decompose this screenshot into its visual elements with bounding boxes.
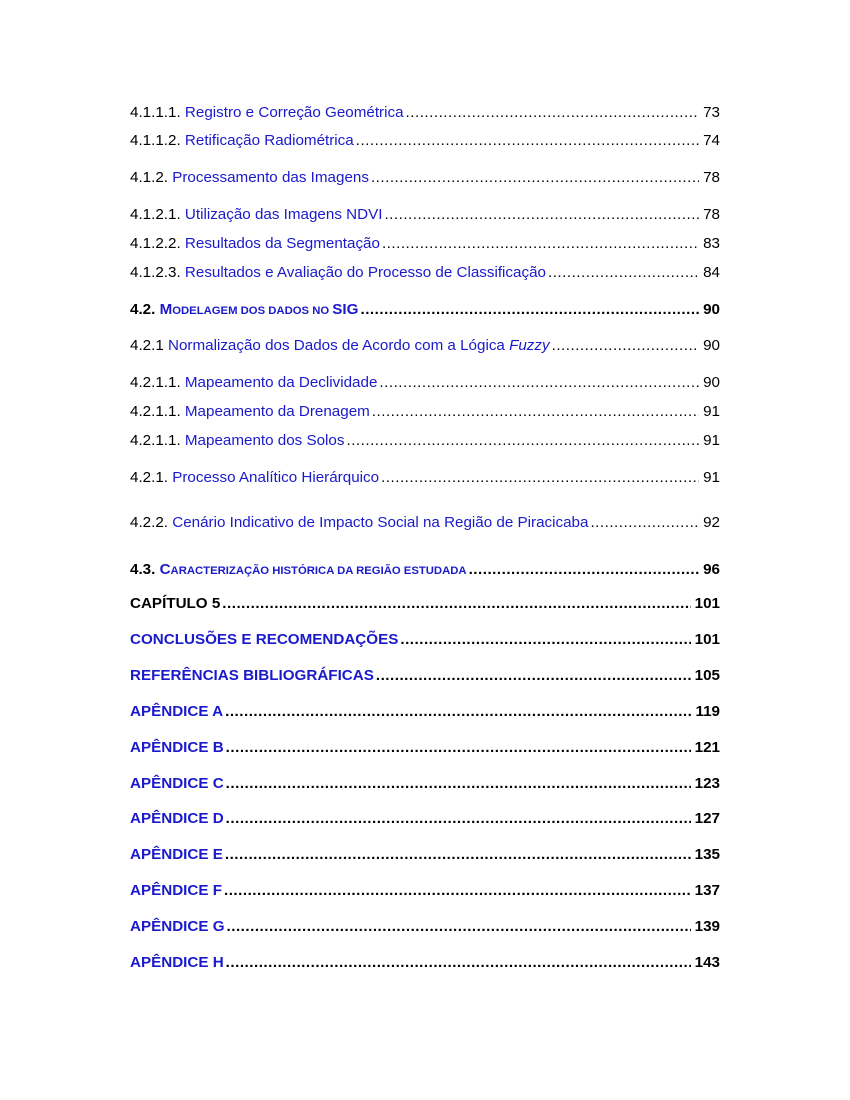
toc-entry-title[interactable] — [168, 336, 550, 356]
toc-entry-page: 90 — [703, 374, 720, 391]
toc-entry-appendix[interactable] — [130, 881, 720, 901]
toc-entry-title[interactable]: APÊNDICE A — [130, 703, 224, 720]
toc-entry-page: 127 — [694, 810, 720, 827]
toc-entry-number: 4.2.1 — [130, 337, 164, 354]
toc-entry[interactable] — [130, 168, 720, 188]
toc-leader-dots — [226, 774, 691, 794]
toc-leader-dots — [225, 845, 691, 865]
toc-entry-title[interactable]: REFERÊNCIAS BIBLIOGRÁFICAS — [130, 667, 374, 684]
toc-entry-page: 92 — [703, 514, 720, 531]
toc-leader-dots — [226, 738, 691, 758]
toc-entry-title[interactable]: Registro e Correção Geométrica — [184, 104, 404, 121]
toc-entry[interactable] — [130, 336, 720, 356]
toc-entry-page: 119 — [695, 703, 720, 720]
toc-leader-dots — [226, 809, 691, 829]
toc-entry-page: 143 — [694, 954, 720, 971]
toc-entry-page: 78 — [703, 206, 720, 223]
toc-entry-appendix[interactable] — [130, 738, 720, 758]
toc-entry-title[interactable]: Resultados e Avaliação do Processo de Classificação — [184, 264, 546, 281]
toc-entry-chapter[interactable] — [130, 666, 720, 686]
toc-leader-dots — [372, 402, 699, 422]
toc-entry[interactable] — [130, 263, 720, 283]
toc-entry-title[interactable]: APÊNDICE F — [130, 882, 222, 899]
toc-entry-number: 4.2. — [130, 301, 156, 318]
toc-entry-number: 4.2.1.1. — [130, 374, 181, 391]
toc-entry-page: 73 — [703, 104, 720, 121]
toc-entry-title[interactable]: APÊNDICE B — [130, 739, 224, 756]
toc-entry-page: 83 — [703, 235, 720, 252]
toc-entry-number: 4.1.2.3. — [130, 264, 181, 281]
toc-entry-page: 139 — [694, 918, 720, 935]
toc-entry[interactable] — [130, 103, 720, 123]
toc-entry-appendix[interactable] — [130, 845, 720, 865]
toc-entry-number: 4.2.1.1. — [130, 403, 181, 420]
toc-leader-dots — [548, 263, 699, 283]
toc-entry[interactable] — [130, 468, 720, 488]
toc-entry-title[interactable]: Mapeamento da Drenagem — [184, 403, 370, 420]
toc-leader-dots — [356, 131, 699, 151]
toc-leader-dots — [406, 103, 700, 123]
toc-entry-number: 4.2.2. — [130, 514, 168, 531]
toc-entry[interactable] — [130, 131, 720, 151]
toc-leader-dots — [360, 300, 699, 320]
toc-entry-title[interactable]: Mapeamento da Declividade — [184, 374, 378, 391]
title-tail: SIG — [332, 301, 359, 318]
toc-entry-section[interactable] — [130, 300, 720, 320]
toc-entry-title[interactable]: APÊNDICE G — [130, 918, 225, 935]
toc-entry[interactable] — [130, 234, 720, 254]
title-rest: ODELAGEM DOS DADOS NO — [172, 305, 333, 317]
toc-entry-title[interactable]: APÊNDICE E — [130, 846, 223, 863]
toc-leader-dots — [376, 666, 691, 686]
toc-entry-appendix[interactable] — [130, 702, 720, 722]
toc-entry[interactable] — [130, 513, 720, 533]
toc-leader-dots — [371, 168, 699, 188]
toc-entry-appendix[interactable] — [130, 953, 720, 973]
toc-leader-dots — [222, 594, 690, 614]
toc-entry-page: 121 — [694, 739, 720, 756]
toc-entry-appendix[interactable] — [130, 774, 720, 794]
toc-entry-page: 84 — [703, 264, 720, 281]
toc-entry[interactable] — [130, 431, 720, 451]
toc-leader-dots — [224, 881, 691, 901]
toc-entry-page: 137 — [694, 882, 720, 899]
toc-entry-page: 123 — [694, 775, 720, 792]
toc-entry-number: 4.2.1. — [130, 469, 168, 486]
toc-leader-dots — [226, 953, 691, 973]
toc-entry-title[interactable]: Processo Analítico Hierárquico — [172, 469, 380, 486]
toc-entry-page: 78 — [703, 169, 720, 186]
toc-entry-title[interactable]: Retificação Radiométrica — [184, 132, 354, 149]
toc-leader-dots — [381, 468, 699, 488]
toc-leader-dots — [225, 702, 691, 722]
toc-entry-page: 96 — [703, 561, 720, 578]
toc-entry-page: 90 — [703, 337, 720, 354]
toc-entry-page: 105 — [694, 667, 720, 684]
toc-leader-dots — [382, 234, 699, 254]
toc-entry-page: 90 — [703, 301, 720, 318]
toc-entry-title[interactable]: Processamento das Imagens — [172, 169, 369, 186]
toc-entry-number: 4.1.2.1. — [130, 206, 181, 223]
toc-entry-title[interactable]: Utilização das Imagens NDVI — [184, 206, 383, 223]
toc-leader-dots — [590, 513, 699, 533]
title-initial: C — [159, 561, 171, 578]
title-text: Normalização dos Dados de Acordo com a Lógica — [168, 337, 510, 354]
toc-entry[interactable] — [130, 402, 720, 422]
title-initial: M — [159, 301, 173, 318]
toc-entry-number: 4.2.1.1. — [130, 432, 181, 449]
toc-entry-appendix[interactable] — [130, 809, 720, 829]
toc-entry-page: 91 — [703, 403, 720, 420]
toc-leader-dots — [227, 917, 691, 937]
toc-leader-dots — [400, 630, 690, 650]
title-rest: ARACTERIZAÇÃO HISTÓRICA DA REGIÃO ESTUDADA — [170, 565, 467, 577]
toc-entry-page: 101 — [694, 631, 720, 648]
toc-entry-page: 91 — [703, 432, 720, 449]
toc-entry-number: 4.1.2. — [130, 169, 168, 186]
toc-entry[interactable] — [130, 205, 720, 225]
toc-entry-title[interactable] — [160, 300, 359, 321]
toc-entry-title[interactable]: CAPÍTULO 5 — [130, 595, 221, 612]
toc-entry-number: 4.1.1.2. — [130, 132, 181, 149]
title-italic: Fuzzy — [509, 337, 550, 354]
toc-entry-title[interactable]: APÊNDICE C — [130, 775, 224, 792]
toc-entry-title[interactable] — [160, 560, 467, 581]
toc-entry-title[interactable]: Resultados da Segmentação — [184, 235, 380, 252]
toc-entry-appendix[interactable] — [130, 917, 720, 937]
toc-entry-title[interactable]: APÊNDICE D — [130, 810, 224, 827]
toc-entry-number: 4.3. — [130, 561, 156, 578]
toc-leader-dots — [469, 560, 700, 580]
toc-leader-dots — [379, 373, 699, 393]
toc-entry[interactable] — [130, 373, 720, 393]
toc-leader-dots — [552, 336, 700, 356]
toc-entry-page: 101 — [694, 595, 720, 612]
toc-entry-page: 74 — [703, 132, 720, 149]
toc-leader-dots — [346, 431, 699, 451]
toc-entry-page: 91 — [703, 469, 720, 486]
toc-entry-section[interactable] — [130, 560, 720, 580]
toc-entry-page: 135 — [694, 846, 720, 863]
toc-entry-title[interactable]: Mapeamento dos Solos — [184, 432, 345, 449]
toc-entry-chapter[interactable] — [130, 594, 720, 614]
toc-entry-number: 4.1.2.2. — [130, 235, 181, 252]
toc-entry-title[interactable]: CONCLUSÕES E RECOMENDAÇÕES — [130, 631, 399, 648]
toc-entry-title[interactable]: Cenário Indicativo de Impacto Social na Região de Piracicaba — [172, 514, 589, 531]
toc-entry-number: 4.1.1.1. — [130, 104, 181, 121]
toc-entry-title[interactable]: APÊNDICE H — [130, 954, 224, 971]
toc-entry-chapter[interactable] — [130, 630, 720, 650]
toc-leader-dots — [384, 205, 699, 225]
